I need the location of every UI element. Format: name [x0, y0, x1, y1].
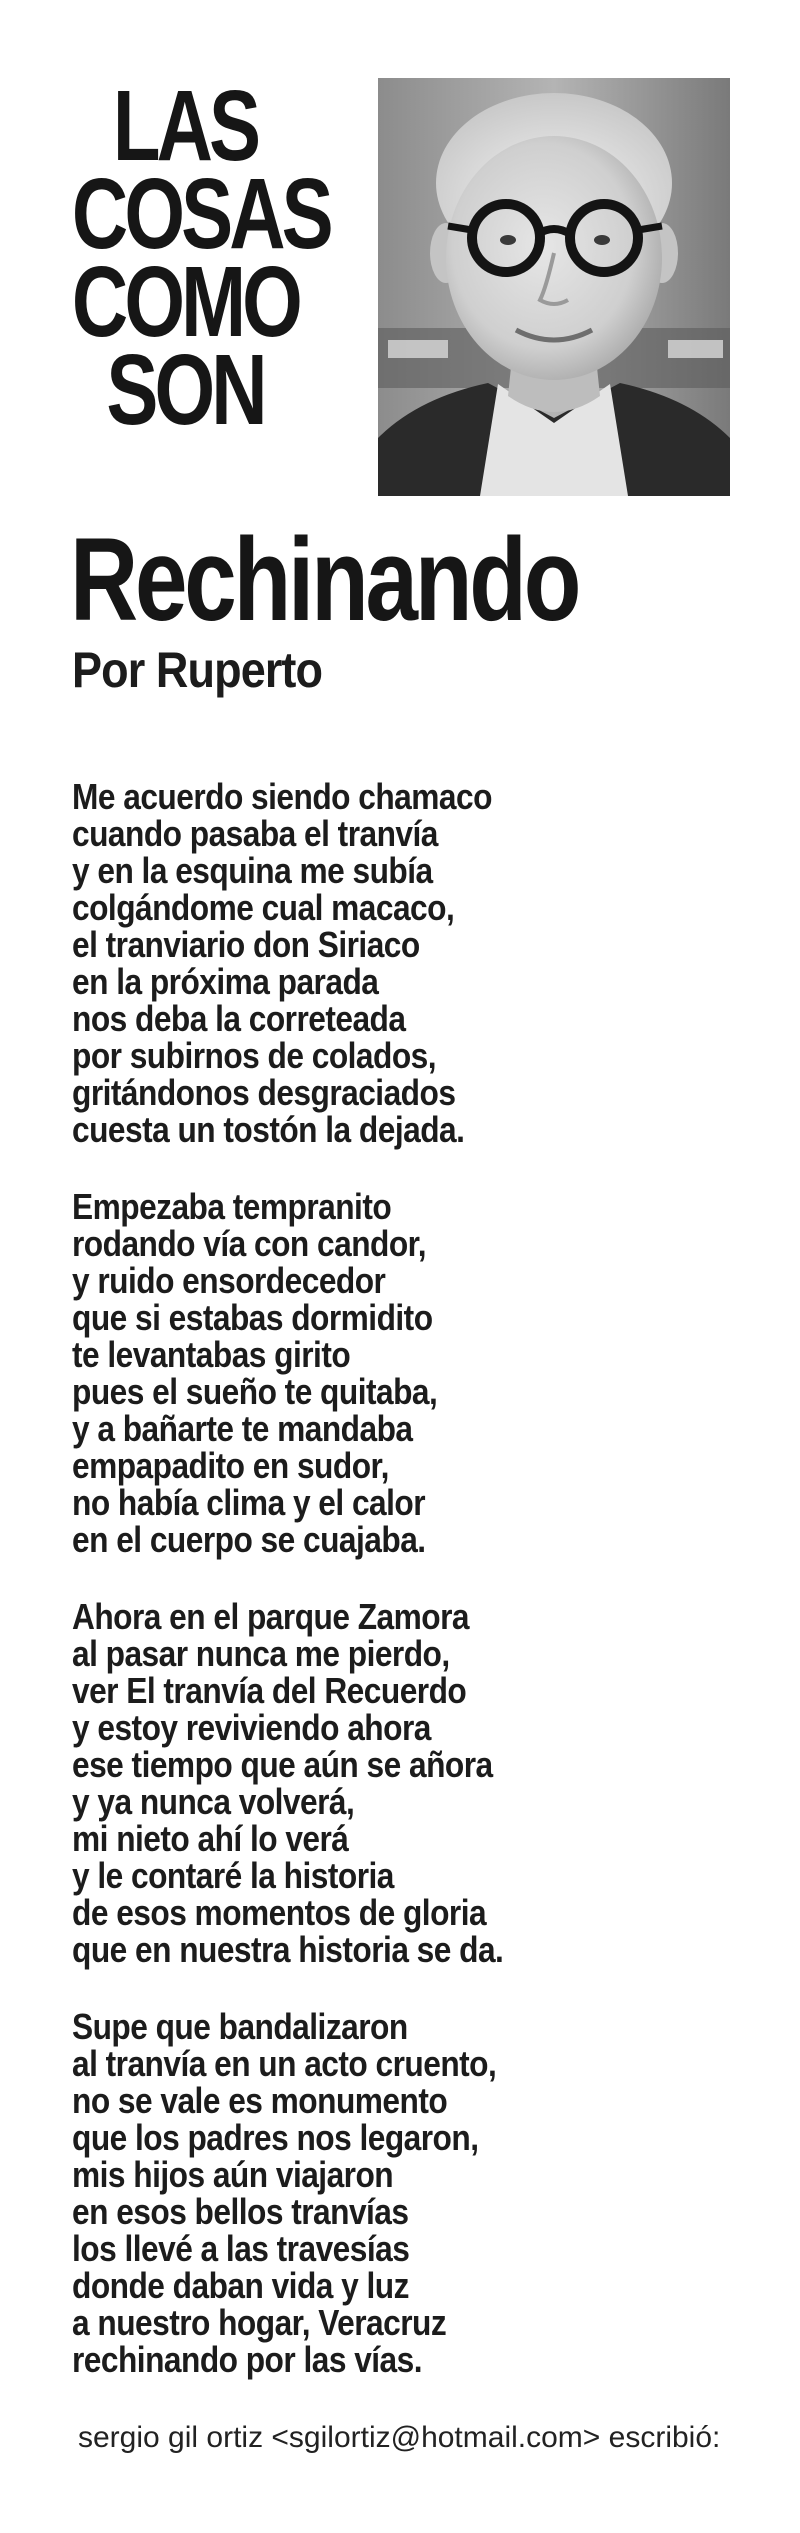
article-title: Rechinando: [70, 514, 579, 646]
poem-verse: mi nieto ahí lo verá: [72, 1818, 349, 1859]
poem-verse: pues el sueño te quitaba,: [72, 1371, 438, 1412]
poem-stanza: [72, 2008, 772, 2378]
poem-verse: cuando pasaba el tranvía: [72, 813, 438, 854]
masthead-line: LAS: [112, 70, 258, 182]
poem-verse: y a bañarte te mandaba: [72, 1408, 413, 1449]
poem-verse: Me acuerdo siendo chamaco: [72, 776, 492, 817]
poem-verse: empapadito en sudor,: [72, 1445, 389, 1486]
poem-verse: y ruido ensordecedor: [72, 1260, 386, 1301]
poem-verse: que los padres nos legaron,: [72, 2117, 479, 2158]
poem-verse: Ahora en el parque Zamora: [72, 1596, 469, 1637]
masthead-line: SON: [106, 334, 264, 446]
poem-verse: Empezaba tempranito: [72, 1186, 392, 1227]
poem-verse: en esos bellos tranvías: [72, 2191, 409, 2232]
poem-verse: rechinando por las vías.: [72, 2339, 423, 2380]
poem-stanza: [72, 1188, 772, 1558]
poem-verse: mis hijos aún viajaron: [72, 2154, 394, 2195]
poem-verse: Supe que bandalizaron: [72, 2006, 408, 2047]
poem-verse: en la próxima parada: [72, 961, 379, 1002]
poem-verse: ese tiempo que aún se añora: [72, 1744, 493, 1785]
masthead-line: COMO: [71, 246, 299, 358]
poem-verse: y estoy reviviendo ahora: [72, 1707, 431, 1748]
poem-verse: y en la esquina me subía: [72, 850, 433, 891]
poem-verse: nos deba la correteada: [72, 998, 406, 1039]
poem-stanza: [72, 778, 772, 1148]
article-byline: Por Ruperto: [72, 642, 323, 698]
poem-verse: los llevé a las travesías: [72, 2228, 410, 2269]
poem-body: [72, 778, 772, 2418]
poem-stanza: [72, 1598, 772, 1968]
poem-verse: no se vale es monumento: [72, 2080, 448, 2121]
email-attribution: sergio gil ortiz <sgilortiz@hotmail.com> escribió:: [78, 2421, 721, 2454]
poem-verse: gritándonos desgraciados: [72, 1072, 456, 1113]
poem-verse: que si estabas dormidito: [72, 1297, 433, 1338]
author-portrait: [378, 78, 730, 496]
poem-verse: cuesta un tostón la dejada.: [72, 1109, 465, 1150]
poem-verse: donde daban vida y luz: [72, 2265, 409, 2306]
poem-verse: en el cuerpo se cuajaba.: [72, 1519, 426, 1560]
poem-verse: y le contaré la historia: [72, 1855, 394, 1896]
poem-verse: por subirnos de colados,: [72, 1035, 437, 1076]
column-masthead: [40, 70, 330, 446]
poem-verse: al tranvía en un acto cruento,: [72, 2043, 497, 2084]
poem-verse: a nuestro hogar, Veracruz: [72, 2302, 447, 2343]
poem-verse: colgándome cual macaco,: [72, 887, 455, 928]
poem-verse: al pasar nunca me pierdo,: [72, 1633, 450, 1674]
poem-verse: rodando vía con candor,: [72, 1223, 427, 1264]
poem-verse: que en nuestra historia se da.: [72, 1929, 504, 1970]
poem-verse: el tranviario don Siriaco: [72, 924, 420, 965]
portrait-image: [378, 78, 730, 496]
poem-verse: no había clima y el calor: [72, 1482, 426, 1523]
poem-verse: de esos momentos de gloria: [72, 1892, 487, 1933]
masthead-line: COSAS: [71, 158, 330, 270]
poem-verse: y ya nunca volverá,: [72, 1781, 355, 1822]
poem-verse: te levantabas girito: [72, 1334, 351, 1375]
poem-verse: ver El tranvía del Recuerdo: [72, 1670, 467, 1711]
